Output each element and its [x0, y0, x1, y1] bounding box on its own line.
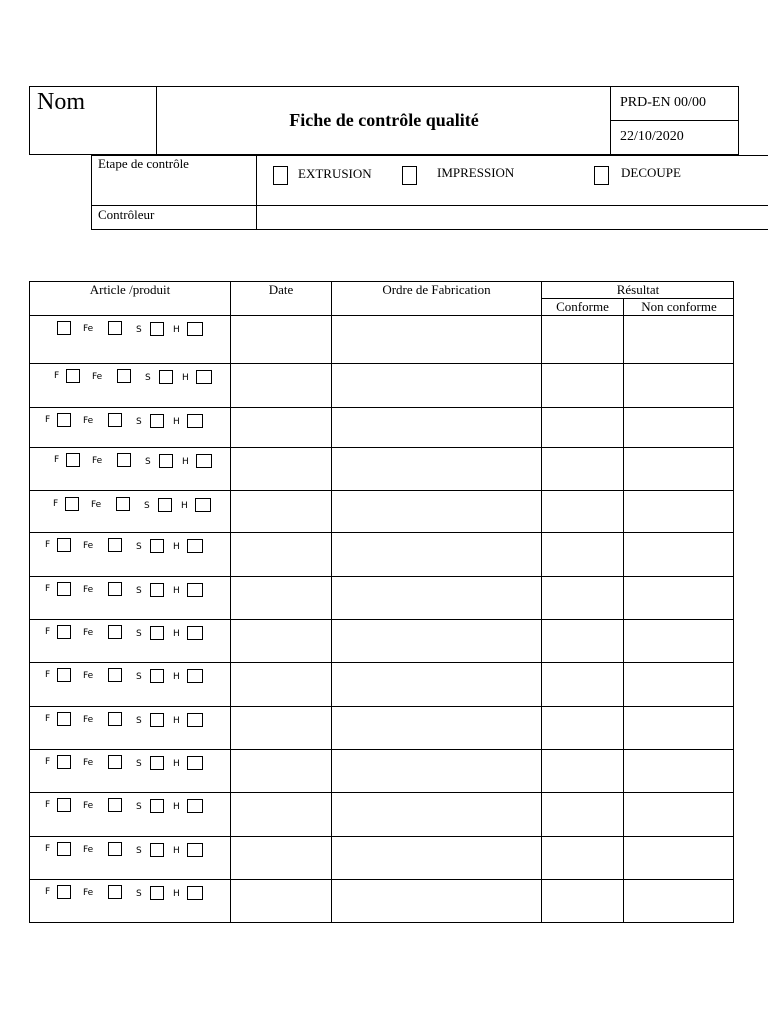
decoupe-checkbox[interactable] [594, 166, 609, 185]
s-checkbox[interactable] [150, 713, 164, 727]
s-checkbox[interactable] [150, 886, 164, 900]
stage-divider-vertical [256, 155, 257, 230]
f-option-label: F [45, 757, 51, 767]
date-cell[interactable] [231, 316, 331, 363]
fe-option-label: Fe [83, 801, 94, 811]
s-option-label: S [136, 802, 142, 812]
fe-checkbox[interactable] [108, 885, 122, 899]
h-checkbox[interactable] [187, 799, 203, 813]
decoupe-label: DECOUPE [621, 165, 681, 180]
h-checkbox[interactable] [187, 713, 203, 727]
h-option-label: H [173, 672, 180, 682]
f-option-label: F [45, 584, 51, 594]
h-checkbox[interactable] [187, 843, 203, 857]
s-checkbox[interactable] [150, 799, 164, 813]
order-cell[interactable] [332, 793, 541, 836]
s-option-label: S [136, 325, 142, 335]
f-checkbox[interactable] [66, 369, 80, 383]
date-cell[interactable] [231, 707, 331, 749]
h-checkbox[interactable] [187, 669, 203, 683]
fe-checkbox[interactable] [108, 413, 122, 427]
s-checkbox[interactable] [150, 669, 164, 683]
h-option-label: H [182, 373, 189, 383]
result-column-header: Résultat [616, 282, 660, 297]
non-conform-cell[interactable] [624, 837, 734, 879]
s-checkbox[interactable] [159, 454, 173, 468]
date-cell[interactable] [231, 880, 331, 923]
impression-label: IMPRESSION [437, 165, 515, 180]
fe-option-label: Fe [83, 671, 94, 681]
order-cell[interactable] [332, 364, 541, 407]
s-option-label: S [136, 716, 142, 726]
h-checkbox[interactable] [187, 583, 203, 597]
conform-cell[interactable] [542, 707, 623, 749]
non-conform-cell[interactable] [624, 364, 734, 407]
fe-option-label: Fe [83, 758, 94, 768]
fe-option-label: Fe [83, 416, 94, 426]
non-conform-cell[interactable] [624, 577, 734, 619]
h-option-label: H [173, 889, 180, 899]
fe-checkbox[interactable] [117, 369, 131, 383]
fe-option-label: Fe [83, 628, 94, 638]
fe-checkbox[interactable] [108, 668, 122, 682]
stage-divider-horizontal [91, 205, 768, 206]
date-cell[interactable] [231, 750, 331, 792]
date-cell[interactable] [231, 491, 331, 532]
s-option-label: S [145, 457, 151, 467]
h-option-label: H [173, 846, 180, 856]
stage-label: Etape de contrôle [98, 156, 189, 171]
impression-checkbox[interactable] [402, 166, 417, 185]
f-checkbox[interactable] [57, 625, 71, 639]
h-checkbox[interactable] [187, 886, 203, 900]
f-option-label: F [45, 844, 51, 854]
conform-cell[interactable] [542, 663, 623, 706]
s-option-label: S [136, 846, 142, 856]
non-conform-cell[interactable] [624, 750, 734, 792]
h-checkbox[interactable] [187, 414, 203, 428]
s-checkbox[interactable] [150, 843, 164, 857]
non-conform-cell[interactable] [624, 663, 734, 706]
conform-cell[interactable] [542, 364, 623, 407]
fe-checkbox[interactable] [108, 538, 122, 552]
controller-field[interactable] [258, 207, 766, 228]
conform-cell[interactable] [542, 793, 623, 836]
s-checkbox[interactable] [150, 322, 164, 336]
form-title: Fiche de contrôle qualité [289, 110, 479, 130]
date-cell[interactable] [231, 663, 331, 706]
f-checkbox[interactable] [57, 413, 71, 427]
extrusion-label: EXTRUSION [298, 166, 372, 181]
order-cell[interactable] [332, 620, 541, 662]
order-cell[interactable] [332, 491, 541, 532]
non-conform-cell[interactable] [624, 448, 734, 490]
h-checkbox[interactable] [195, 498, 211, 512]
h-option-label: H [181, 501, 188, 511]
date-cell[interactable] [231, 793, 331, 836]
date-cell[interactable] [231, 533, 331, 576]
fe-checkbox[interactable] [116, 497, 130, 511]
date-cell[interactable] [231, 620, 331, 662]
f-option-label: F [53, 499, 59, 509]
non-conform-cell[interactable] [624, 533, 734, 576]
non-conform-cell[interactable] [624, 707, 734, 749]
date-cell[interactable] [231, 577, 331, 619]
conform-column-header: Conforme [556, 299, 609, 314]
conform-cell[interactable] [542, 448, 623, 490]
f-option-label: F [45, 415, 51, 425]
s-option-label: S [145, 373, 151, 383]
h-option-label: H [173, 542, 180, 552]
non-conform-cell[interactable] [624, 793, 734, 836]
name-label: Nom [37, 89, 85, 115]
s-option-label: S [136, 672, 142, 682]
order-column-header: Ordre de Fabrication [382, 282, 491, 297]
h-checkbox[interactable] [187, 626, 203, 640]
s-checkbox[interactable] [150, 583, 164, 597]
f-option-label: F [45, 540, 51, 550]
order-cell[interactable] [332, 448, 541, 490]
order-cell[interactable] [332, 316, 541, 363]
conform-cell[interactable] [542, 880, 623, 923]
order-cell[interactable] [332, 750, 541, 792]
order-cell[interactable] [332, 663, 541, 706]
s-checkbox[interactable] [150, 539, 164, 553]
s-checkbox[interactable] [150, 626, 164, 640]
non-conform-cell[interactable] [624, 408, 734, 447]
h-checkbox[interactable] [196, 370, 212, 384]
non-conform-cell[interactable] [624, 316, 734, 363]
fe-option-label: Fe [83, 715, 94, 725]
f-checkbox[interactable] [57, 582, 71, 596]
fe-checkbox[interactable] [108, 321, 122, 335]
conform-cell[interactable] [542, 577, 623, 619]
h-option-label: H [173, 716, 180, 726]
h-option-label: H [173, 629, 180, 639]
conform-cell[interactable] [542, 491, 623, 532]
f-checkbox[interactable] [57, 755, 71, 769]
f-option-label: F [45, 887, 51, 897]
fe-option-label: Fe [91, 500, 102, 510]
article-column-header: Article /produit [89, 282, 171, 297]
f-checkbox[interactable] [57, 668, 71, 682]
f-checkbox[interactable] [57, 842, 71, 856]
fe-checkbox[interactable] [108, 625, 122, 639]
s-checkbox[interactable] [158, 498, 172, 512]
s-checkbox[interactable] [150, 756, 164, 770]
s-option-label: S [136, 586, 142, 596]
controller-label: Contrôleur [98, 207, 155, 222]
h-checkbox[interactable] [187, 539, 203, 553]
f-checkbox[interactable] [57, 885, 71, 899]
reference-code: PRD-EN 00/00 [620, 95, 706, 110]
fe-option-label: Fe [83, 324, 94, 334]
date-cell[interactable] [231, 364, 331, 407]
non-conform-column-header: Non conforme [641, 299, 717, 314]
f-option-label: F [45, 670, 51, 680]
date-cell[interactable] [231, 837, 331, 879]
date-cell[interactable] [231, 408, 331, 447]
f-option-label: F [54, 371, 60, 381]
fe-option-label: Fe [83, 541, 94, 551]
h-option-label: H [173, 759, 180, 769]
s-option-label: S [136, 889, 142, 899]
non-conform-cell[interactable] [624, 880, 734, 923]
s-option-label: S [144, 501, 150, 511]
h-checkbox[interactable] [187, 756, 203, 770]
conform-cell[interactable] [542, 837, 623, 879]
order-cell[interactable] [332, 837, 541, 879]
h-option-label: H [173, 802, 180, 812]
fe-checkbox[interactable] [108, 712, 122, 726]
f-option-label: F [45, 714, 51, 724]
f-option-label: F [45, 800, 51, 810]
h-checkbox[interactable] [187, 322, 203, 336]
f-checkbox[interactable] [65, 497, 79, 511]
date-column-header: Date [268, 282, 294, 297]
f-option-label: F [45, 627, 51, 637]
fe-checkbox[interactable] [108, 842, 122, 856]
conform-cell[interactable] [542, 408, 623, 447]
conform-cell[interactable] [542, 620, 623, 662]
s-option-label: S [136, 759, 142, 769]
fe-checkbox[interactable] [108, 582, 122, 596]
s-checkbox[interactable] [150, 414, 164, 428]
h-option-label: H [182, 457, 189, 467]
fe-option-label: Fe [83, 585, 94, 595]
f-checkbox[interactable] [57, 712, 71, 726]
f-checkbox[interactable] [57, 538, 71, 552]
f-checkbox[interactable] [57, 798, 71, 812]
fe-option-label: Fe [92, 372, 103, 382]
s-option-label: S [136, 629, 142, 639]
conform-cell[interactable] [542, 316, 623, 363]
fe-checkbox[interactable] [108, 798, 122, 812]
order-cell[interactable] [332, 880, 541, 923]
fe-option-label: Fe [83, 845, 94, 855]
h-option-label: H [173, 417, 180, 427]
fe-checkbox[interactable] [117, 453, 131, 467]
non-conform-cell[interactable] [624, 620, 734, 662]
h-option-label: H [173, 325, 180, 335]
s-option-label: S [136, 542, 142, 552]
order-cell[interactable] [332, 577, 541, 619]
order-cell[interactable] [332, 408, 541, 447]
h-checkbox[interactable] [196, 454, 212, 468]
date-cell[interactable] [231, 448, 331, 490]
s-option-label: S [136, 417, 142, 427]
fe-option-label: Fe [92, 456, 103, 466]
h-option-label: H [173, 586, 180, 596]
conform-cell[interactable] [542, 750, 623, 792]
order-cell[interactable] [332, 707, 541, 749]
non-conform-cell[interactable] [624, 491, 734, 532]
order-cell[interactable] [332, 533, 541, 576]
s-checkbox[interactable] [159, 370, 173, 384]
f-option-label: F [54, 455, 60, 465]
fe-option-label: Fe [83, 888, 94, 898]
extrusion-checkbox[interactable] [273, 166, 288, 185]
header-ref-divider [610, 120, 739, 121]
f-checkbox[interactable] [66, 453, 80, 467]
conform-cell[interactable] [542, 533, 623, 576]
form-date: 22/10/2020 [620, 129, 684, 144]
fe-checkbox[interactable] [108, 755, 122, 769]
f-checkbox[interactable] [57, 321, 71, 335]
